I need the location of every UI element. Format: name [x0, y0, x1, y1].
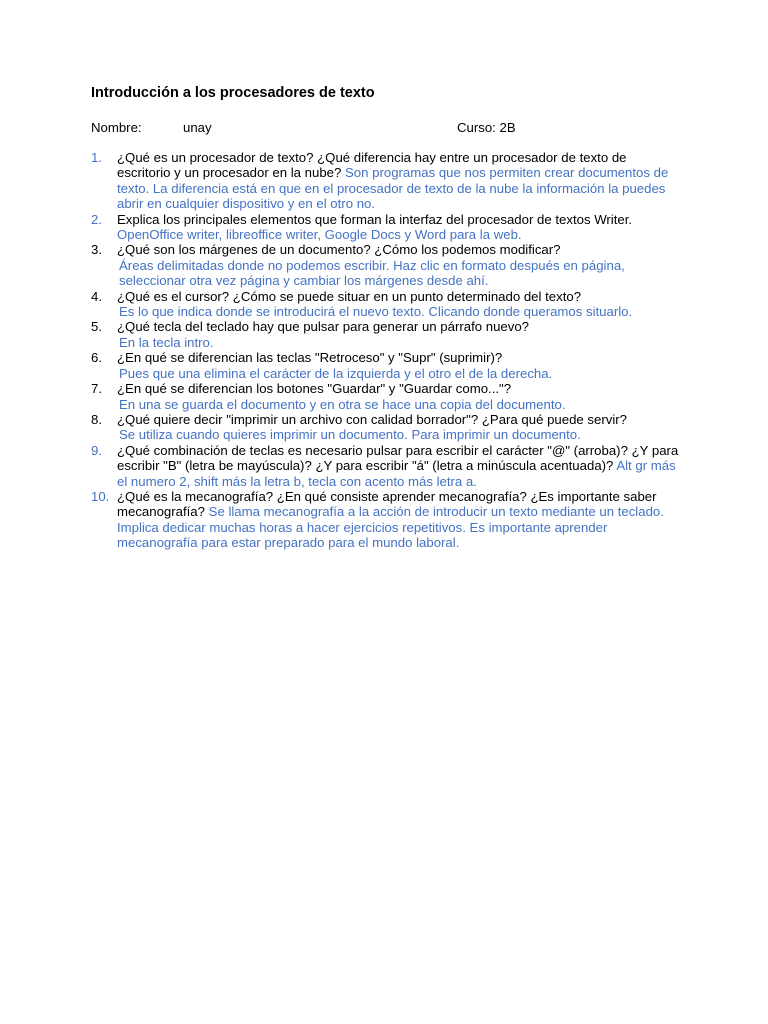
- question-number: 3.: [91, 242, 102, 258]
- question-number: 1.: [91, 150, 102, 165]
- question-item-10: [91, 489, 681, 551]
- question-item-4: [91, 289, 681, 320]
- course-label: Curso:: [457, 120, 496, 135]
- question-item-1: [91, 150, 681, 212]
- name-value: unay: [183, 120, 212, 135]
- answer-text: En la tecla intro.: [119, 334, 214, 350]
- question-text: ¿Qué tecla del teclado hay que pulsar para generar un párrafo nuevo?: [117, 319, 530, 335]
- question-number: 4.: [91, 288, 102, 304]
- question-number: 5.: [91, 319, 102, 335]
- question-text: Explica los principales elementos que forman la interfaz del procesador de textos Writer.: [117, 211, 633, 227]
- question-item-7: [91, 381, 681, 412]
- question-number: 9.: [91, 442, 102, 458]
- question-item-9: [91, 443, 681, 489]
- answer-text: Áreas delimitadas donde no podemos escribir. Haz clic en formato después en página, seleccionar otra vez página y cambiar los márgenes desde ahí.: [119, 257, 625, 289]
- answer-text: Se utiliza cuando quieres imprimir un documento. Para imprimir un documento.: [119, 427, 581, 443]
- question-number: 2.: [91, 211, 102, 227]
- question-text: ¿Qué es el cursor? ¿Cómo se puede situar en un punto determinado del texto?: [117, 288, 582, 304]
- question-text: ¿En qué se diferencian las teclas "Retroceso" y "Supr" (suprimir)?: [117, 350, 503, 366]
- answer-text: Se llama mecanografía a la acción de introducir un texto mediante un teclado. Implica dedicar muchas horas a hacer ejercicios repetitivos. Es importante aprender mecanografía para estar preparado para el mundo laboral.: [117, 504, 664, 551]
- question-number: 6.: [91, 350, 102, 366]
- question-item-5: [91, 319, 681, 350]
- question-item-3: [91, 242, 681, 288]
- question-item-6: [91, 350, 681, 381]
- question-text: ¿Qué es la mecanografía? ¿En qué consiste aprender mecanografía? ¿Es importante saber mecanografía?: [117, 488, 657, 520]
- question-text: ¿Qué quiere decir "imprimir un archivo con calidad borrador"? ¿Para qué puede servir?: [117, 411, 627, 427]
- question-item-2: [91, 212, 681, 243]
- answer-text: En una se guarda el documento y en otra se hace una copia del documento.: [119, 396, 566, 412]
- answer-text: Es lo que indica donde se introducirá el nuevo texto. Clicando donde queramos situarlo.: [119, 304, 633, 320]
- course-value: 2B: [499, 120, 516, 135]
- student-info-row: [91, 120, 691, 138]
- answer-text: Son programas que nos permiten crear documentos de texto. La diferencia está en que en el procesador de texto de la nube la información la puedes abrir en cualquier dispositivo y en el otro no.: [117, 165, 669, 212]
- question-text: ¿Qué es un procesador de texto? ¿Qué diferencia hay entre un procesador de texto de escritorio y un procesador en la nube?: [117, 150, 627, 181]
- answer-text: OpenOffice writer, libreoffice writer, Google Docs y Word para la web.: [117, 227, 522, 243]
- question-number: 7.: [91, 381, 102, 397]
- question-number: 10.: [91, 488, 110, 504]
- name-label: Nombre:: [91, 120, 142, 135]
- question-list: [91, 150, 681, 551]
- answer-text: Pues que una elimina el carácter de la izquierda y el otro el de la derecha.: [119, 365, 553, 381]
- answer-text: Alt gr más el numero 2, shift más la letra b, tecla con acento más letra a.: [117, 458, 676, 489]
- question-text: ¿Qué son los márgenes de un documento? ¿Cómo los podemos modificar?: [117, 242, 561, 258]
- question-number: 8.: [91, 411, 102, 427]
- question-text: ¿Qué combinación de teclas es necesario pulsar para escribir el carácter "@" (arroba)? ¿Y para escribir "B" (letra be mayúscula)? ¿Y para escribir "á" (letra a minúscula acentuada)?: [117, 442, 679, 474]
- course-field: [457, 120, 516, 135]
- document-title: Introducción a los procesadores de texto: [91, 85, 375, 101]
- question-item-8: [91, 412, 681, 443]
- question-text: ¿En qué se diferencian los botones "Guardar" y "Guardar como..."?: [117, 381, 512, 397]
